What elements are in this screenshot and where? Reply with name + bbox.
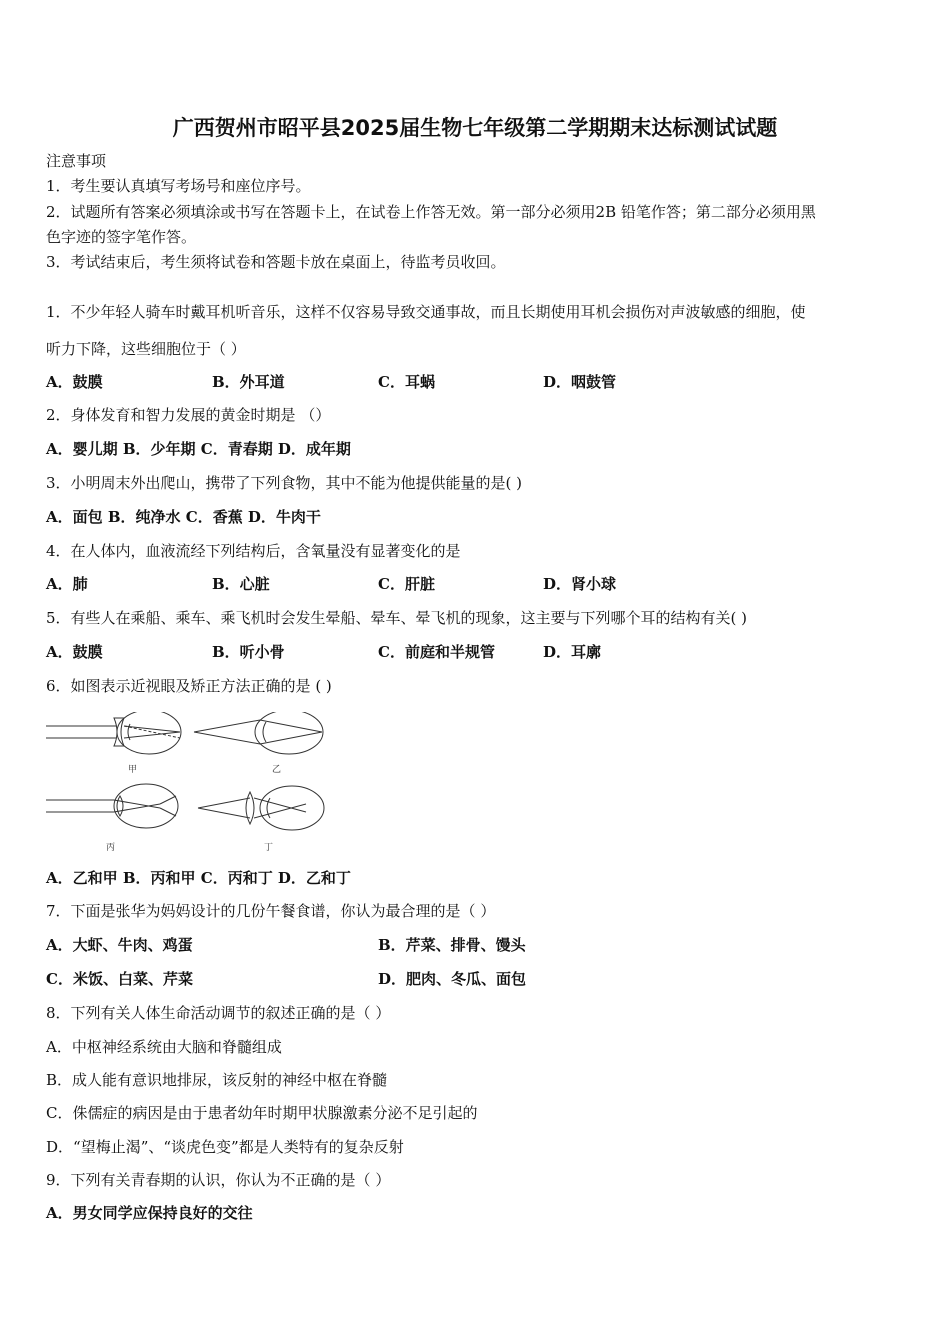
notice-item: 2．试题所有答案必须填涂或书写在答题卡上，在试卷上作答无效。第一部分必须用2B 铅笔作答；第二部分必须用黑 xyxy=(46,203,816,221)
fig-label-bing: 丙 xyxy=(106,843,116,853)
question-2-stem: 2．身体发育和智力发展的黄金时期是 （） xyxy=(46,406,331,424)
q3-options: A．面包 B．纯净水 C．香蕉 D．牛肉干 xyxy=(46,508,321,526)
q1-option-b: B．外耳道 xyxy=(212,373,285,391)
q1-option-a: A．鼓膜 xyxy=(46,373,103,391)
q8-option-d: D．“望梅止渴”、“谈虎色变”都是人类特有的复杂反射 xyxy=(46,1138,404,1156)
q6-options: A．乙和甲 B．丙和甲 C．丙和丁 D．乙和丁 xyxy=(46,869,351,887)
question-1-stem: 1．不少年轻人骑车时戴耳机听音乐，这样不仅容易导致交通事故，而且长期使用耳机会损伤对声波敏感的细胞，使 xyxy=(46,303,806,321)
notice-heading: 注意事项 xyxy=(46,152,107,170)
q8-option-c: C．侏儒症的病因是由于患者幼年时期甲状腺激素分泌不足引起的 xyxy=(46,1104,478,1122)
question-6-stem: 6．如图表示近视眼及矫正方法正确的是 ( ) xyxy=(46,677,332,695)
q8-option-a: A．中枢神经系统由大脑和脊髓组成 xyxy=(46,1038,282,1056)
eye-diagram-yi xyxy=(194,712,323,754)
q1-option-c: C．耳蜗 xyxy=(378,373,435,391)
q7-option-d: D．肥肉、冬瓜、面包 xyxy=(378,970,527,988)
fig-label-jia: 甲 xyxy=(128,765,138,775)
q5-option-c: C．前庭和半规管 xyxy=(378,643,495,661)
q4-option-b: B．心脏 xyxy=(212,575,270,593)
question-1-stem-cont: 听力下降，这些细胞位于（ ） xyxy=(46,340,246,358)
notice-item: 色字迹的签字笔作答。 xyxy=(46,228,197,246)
fig-label-ding: 丁 xyxy=(264,843,274,853)
q8-option-b: B．成人能有意识地排尿，该反射的神经中枢在脊髓 xyxy=(46,1071,388,1089)
q4-option-d: D．肾小球 xyxy=(543,575,617,593)
q1-option-d: D．咽鼓管 xyxy=(543,373,617,391)
notice-item: 3．考试结束后，考生须将试卷和答题卡放在桌面上，待监考员收回。 xyxy=(46,253,506,271)
q7-option-c: C．米饭、白菜、芹菜 xyxy=(46,970,193,988)
q2-options: A．婴儿期 B．少年期 C．青春期 D．成年期 xyxy=(46,440,351,458)
question-9-stem: 9．下列有关青春期的认识，你认为不正确的是（ ） xyxy=(46,1171,391,1189)
notice-item: 1．考生要认真填写考场号和座位序号。 xyxy=(46,177,311,195)
q9-option-a: A．男女同学应保持良好的交往 xyxy=(46,1204,253,1222)
page-title: 广西贺州市昭平县2025届生物七年级第二学期期末达标测试试题 xyxy=(172,116,778,140)
fig-label-yi: 乙 xyxy=(272,765,282,775)
question-3-stem: 3．小明周末外出爬山，携带了下列食物，其中不能为他提供能量的是( ) xyxy=(46,474,523,492)
q5-option-b: B．听小骨 xyxy=(212,643,285,661)
q7-option-b: B．芹菜、排骨、馒头 xyxy=(378,936,526,954)
q5-option-a: A．鼓膜 xyxy=(46,643,103,661)
question-4-stem: 4．在人体内，血液流经下列结构后，含氧量没有显著变化的是 xyxy=(46,542,461,560)
question-8-stem: 8．下列有关人体生命活动调节的叙述正确的是（ ） xyxy=(46,1004,391,1022)
q4-option-c: C．肝脏 xyxy=(378,575,435,593)
q5-option-d: D．耳廓 xyxy=(543,643,602,661)
q4-option-a: A．肺 xyxy=(46,575,88,593)
eye-diagram xyxy=(44,712,344,860)
q7-option-a: A．大虾、牛肉、鸡蛋 xyxy=(46,936,193,954)
eye-diagram-bing xyxy=(46,784,178,828)
eye-diagram-jia xyxy=(46,712,181,754)
eye-diagram-ding xyxy=(198,786,324,830)
question-7-stem: 7．下面是张华为妈妈设计的几份午餐食谱，你认为最合理的是（ ） xyxy=(46,902,496,920)
question-5-stem: 5．有些人在乘船、乘车、乘飞机时会发生晕船、晕车、晕飞机的现象，这主要与下列哪个耳的结构有关( ) xyxy=(46,609,748,627)
